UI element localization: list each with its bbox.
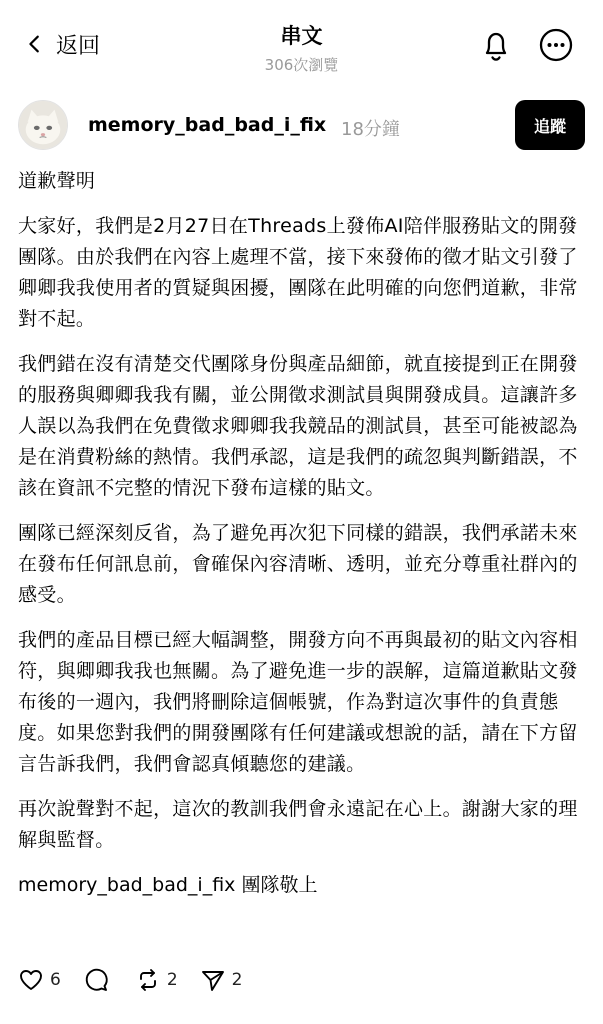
post-heading: 道歉聲明 — [18, 170, 96, 192]
post-author-row — [18, 100, 585, 154]
send-icon — [200, 967, 226, 993]
post-timestamp: 18分鐘 — [341, 119, 400, 140]
share-count: 2 — [231, 970, 243, 990]
repost-count: 2 — [166, 970, 178, 990]
top-bar — [0, 0, 603, 92]
post-paragraph: 大家好，我們是2月27日在Threads上發佈AI陪伴服務貼文的開發團隊。由於我們在內容上處理不當，接下來發佈的徵才貼文引發了卿卿我我使用者的質疑與困擾，團隊在此明確的向您們道歉，非常對不起。 — [18, 215, 578, 330]
page-title: 串文 — [280, 24, 323, 48]
comment-icon — [83, 967, 109, 993]
repost-button[interactable] — [135, 967, 178, 993]
notification-button[interactable] — [478, 28, 514, 64]
share-button[interactable] — [200, 967, 243, 993]
follow-button[interactable]: 追蹤 — [515, 100, 585, 150]
post-paragraph: 我們的產品目標已經大幅調整，開發方向不再與最初的貼文內容相符，與卿卿我我也無關。為了避免進一步的誤解，這篇道歉貼文發布後的一週內，我們將刪除這個帳號，作為對這次事件的負責態度。如果您對我們的開發團隊有任何建議或想說的話，請在下方留言告訴我們，我們會認真傾聽您的建議。 — [18, 629, 578, 775]
like-count: 6 — [50, 970, 61, 990]
repost-icon — [135, 967, 161, 993]
view-count: 306次瀏覽 — [264, 56, 339, 74]
like-button[interactable] — [18, 967, 61, 993]
post-actions — [18, 962, 264, 998]
post-paragraph: 團隊已經深刻反省，為了避免再次犯下同樣的錯誤，我們承諾未來在發布任何訊息前，會確保內容清晰、透明，並充分尊重社群內的感受。 — [18, 522, 578, 606]
more-icon — [538, 27, 574, 63]
author-username[interactable]: memory_bad_bad_i_fix — [88, 114, 327, 136]
bell-icon — [478, 28, 514, 64]
back-label: 返回 — [56, 33, 101, 59]
heart-icon — [18, 967, 44, 993]
cat-avatar-image — [19, 101, 67, 149]
avatar[interactable] — [18, 100, 68, 150]
post-paragraph: 我們錯在沒有清楚交代團隊身份與產品細節，就直接提到正在開發的服務與卿卿我我有關，並公開徵求測試員與開發成員。這讓許多人誤以為我們在免費徵求卿卿我我競品的測試員，甚至可能被認為是在消費粉絲的熱情。我們承認，這是我們的疏忽與判斷錯誤，不該在資訊不完整的情況下發布這樣的貼文。 — [18, 353, 578, 499]
post-body — [18, 166, 585, 901]
post-paragraph: 再次說聲對不起，這次的教訓我們會永遠記在心上。謝謝大家的理解與監督。 — [18, 798, 578, 851]
more-options-button[interactable] — [538, 27, 574, 63]
post-signature: memory_bad_bad_i_fix 團隊敬上 — [18, 874, 318, 896]
comment-button[interactable] — [83, 967, 109, 993]
